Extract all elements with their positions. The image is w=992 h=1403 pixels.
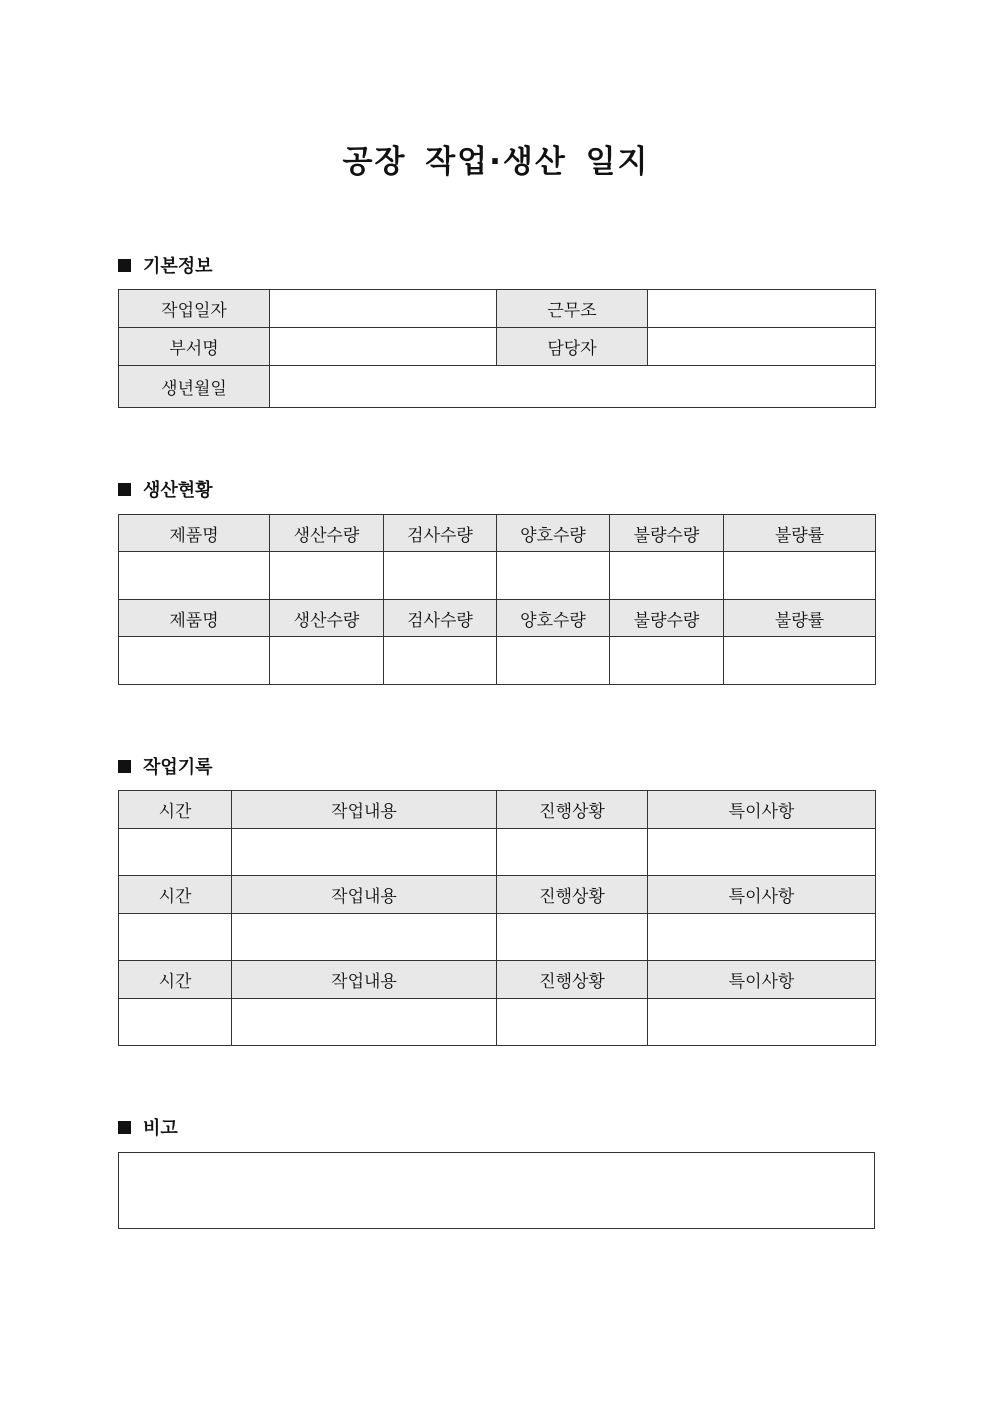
square-bullet-icon — [118, 483, 131, 496]
defect-rate-cell[interactable] — [724, 637, 876, 685]
table-row — [119, 366, 876, 408]
table-row — [119, 290, 876, 328]
defect-qty-header: 불량수량 — [610, 515, 724, 552]
progress-header: 진행상황 — [497, 876, 648, 914]
table-row — [119, 999, 876, 1046]
table-row — [119, 637, 876, 685]
table-header-row — [119, 600, 876, 637]
square-bullet-icon — [118, 259, 131, 272]
work-content-header: 작업내용 — [232, 876, 497, 914]
work-content-header: 작업내용 — [232, 791, 497, 829]
notes-header: 특이사항 — [648, 876, 876, 914]
progress-cell[interactable] — [497, 999, 648, 1046]
inspection-qty-header: 검사수량 — [384, 515, 497, 552]
notes-header: 특이사항 — [648, 791, 876, 829]
table-row — [119, 328, 876, 366]
time-cell[interactable] — [119, 999, 232, 1046]
time-header: 시간 — [119, 876, 232, 914]
basic-info-table — [118, 289, 876, 408]
progress-cell[interactable] — [497, 829, 648, 876]
defect-rate-header: 불량률 — [724, 600, 876, 637]
basic-info-heading-label: 기본정보 — [143, 256, 213, 277]
work-log-heading-label: 작업기록 — [143, 757, 213, 778]
remarks-box[interactable] — [118, 1152, 875, 1229]
product-name-cell[interactable] — [119, 552, 270, 600]
work-date-field[interactable] — [270, 290, 497, 328]
shift-label: 근무조 — [497, 290, 648, 328]
time-header: 시간 — [119, 961, 232, 999]
inspection-qty-header: 검사수량 — [384, 600, 497, 637]
table-row — [119, 914, 876, 961]
good-qty-cell[interactable] — [497, 552, 610, 600]
notes-cell[interactable] — [648, 914, 876, 961]
square-bullet-icon — [118, 760, 131, 773]
table-header-row — [119, 515, 876, 552]
defect-rate-header: 불량률 — [724, 515, 876, 552]
defect-rate-cell[interactable] — [724, 552, 876, 600]
progress-header: 진행상황 — [497, 791, 648, 829]
progress-header: 진행상황 — [497, 961, 648, 999]
table-header-row — [119, 791, 876, 829]
time-cell[interactable] — [119, 829, 232, 876]
table-header-row — [119, 961, 876, 999]
work-content-cell[interactable] — [232, 914, 497, 961]
product-name-header: 제품명 — [119, 600, 270, 637]
table-row — [119, 552, 876, 600]
defect-qty-cell[interactable] — [610, 552, 724, 600]
defect-qty-header: 불량수량 — [610, 600, 724, 637]
production-qty-header: 생산수량 — [270, 515, 384, 552]
production-qty-cell[interactable] — [270, 552, 384, 600]
progress-cell[interactable] — [497, 914, 648, 961]
notes-cell[interactable] — [648, 829, 876, 876]
production-table — [118, 514, 876, 685]
notes-cell[interactable] — [648, 999, 876, 1046]
work-content-header: 작업내용 — [232, 961, 497, 999]
department-field[interactable] — [270, 328, 497, 366]
manager-field[interactable] — [648, 328, 876, 366]
work-date-label: 작업일자 — [119, 290, 270, 328]
inspection-qty-cell[interactable] — [384, 637, 497, 685]
remarks-heading — [118, 1115, 178, 1139]
good-qty-header: 양호수량 — [497, 600, 610, 637]
production-heading-label: 생산현황 — [143, 480, 213, 501]
basic-info-heading — [118, 253, 213, 277]
manager-label: 담당자 — [497, 328, 648, 366]
product-name-cell[interactable] — [119, 637, 270, 685]
document-title: 공장 작업·생산 일지 — [342, 144, 650, 180]
notes-header: 특이사항 — [648, 961, 876, 999]
production-qty-cell[interactable] — [270, 637, 384, 685]
defect-qty-cell[interactable] — [610, 637, 724, 685]
production-qty-header: 생산수량 — [270, 600, 384, 637]
production-heading — [118, 477, 213, 501]
work-content-cell[interactable] — [232, 829, 497, 876]
birth-date-field[interactable] — [270, 366, 876, 408]
product-name-header: 제품명 — [119, 515, 270, 552]
table-header-row — [119, 876, 876, 914]
department-label: 부서명 — [119, 328, 270, 366]
table-row — [119, 829, 876, 876]
work-content-cell[interactable] — [232, 999, 497, 1046]
work-log-table — [118, 790, 876, 1046]
time-header: 시간 — [119, 791, 232, 829]
time-cell[interactable] — [119, 914, 232, 961]
remarks-heading-label: 비고 — [143, 1118, 178, 1139]
work-log-heading — [118, 754, 213, 778]
birth-date-label: 생년월일 — [119, 366, 270, 408]
good-qty-cell[interactable] — [497, 637, 610, 685]
inspection-qty-cell[interactable] — [384, 552, 497, 600]
good-qty-header: 양호수량 — [497, 515, 610, 552]
square-bullet-icon — [118, 1121, 131, 1134]
shift-field[interactable] — [648, 290, 876, 328]
